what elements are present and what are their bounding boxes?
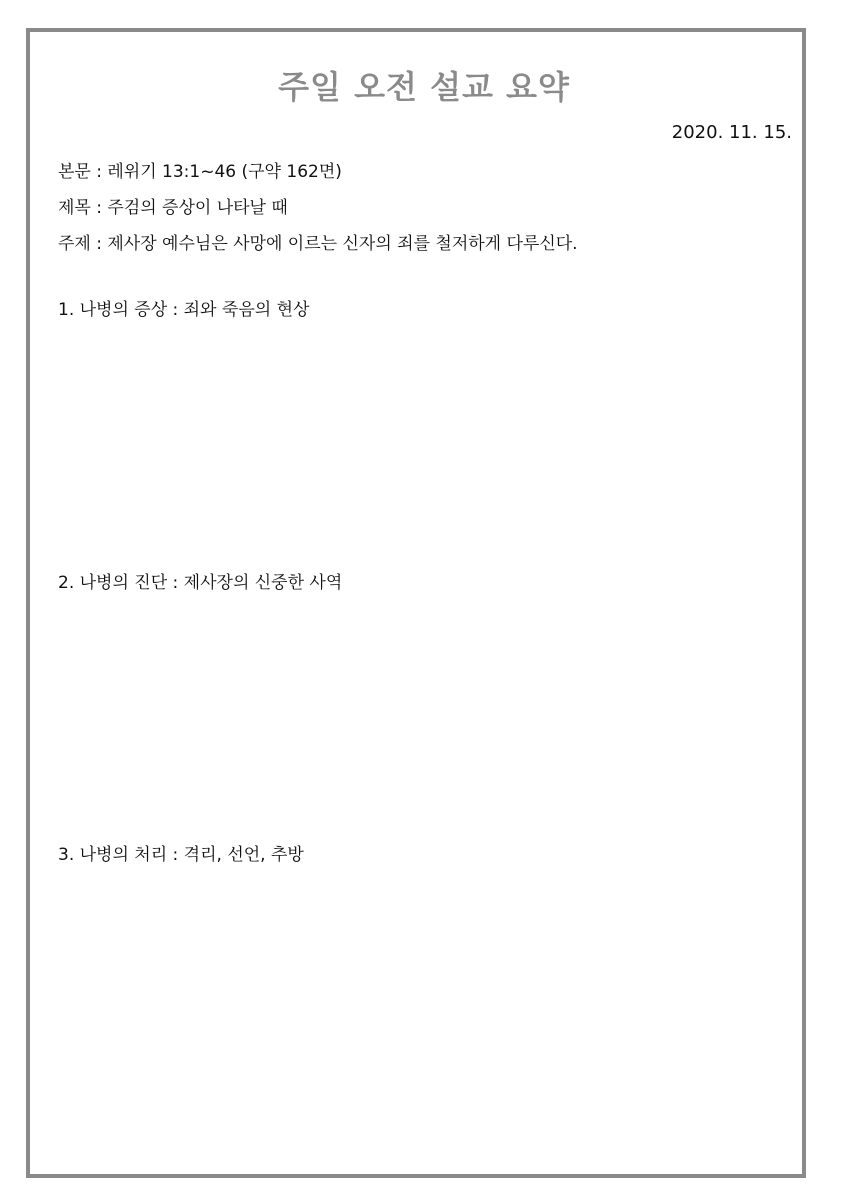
section-heading-3: 3. 나병의 처리 : 격리, 선언, 추방 (58, 845, 304, 865)
section-heading-2: 2. 나병의 진단 : 제사장의 신중한 사역 (58, 573, 343, 593)
document-title: 주일 오전 설교 요약 (278, 68, 570, 106)
section-heading-1: 1. 나병의 증상 : 죄와 죽음의 현상 (58, 300, 310, 320)
sermon-date: 2020. 11. 15. (671, 122, 792, 143)
sermon-theme: 주제 : 제사장 예수님은 사망에 이르는 신자의 죄를 철저하게 다루신다. (58, 234, 578, 254)
scripture-reference: 본문 : 레위기 13:1~46 (구약 162면) (58, 162, 342, 182)
sermon-subject: 제목 : 주검의 증상이 나타날 때 (58, 198, 288, 218)
